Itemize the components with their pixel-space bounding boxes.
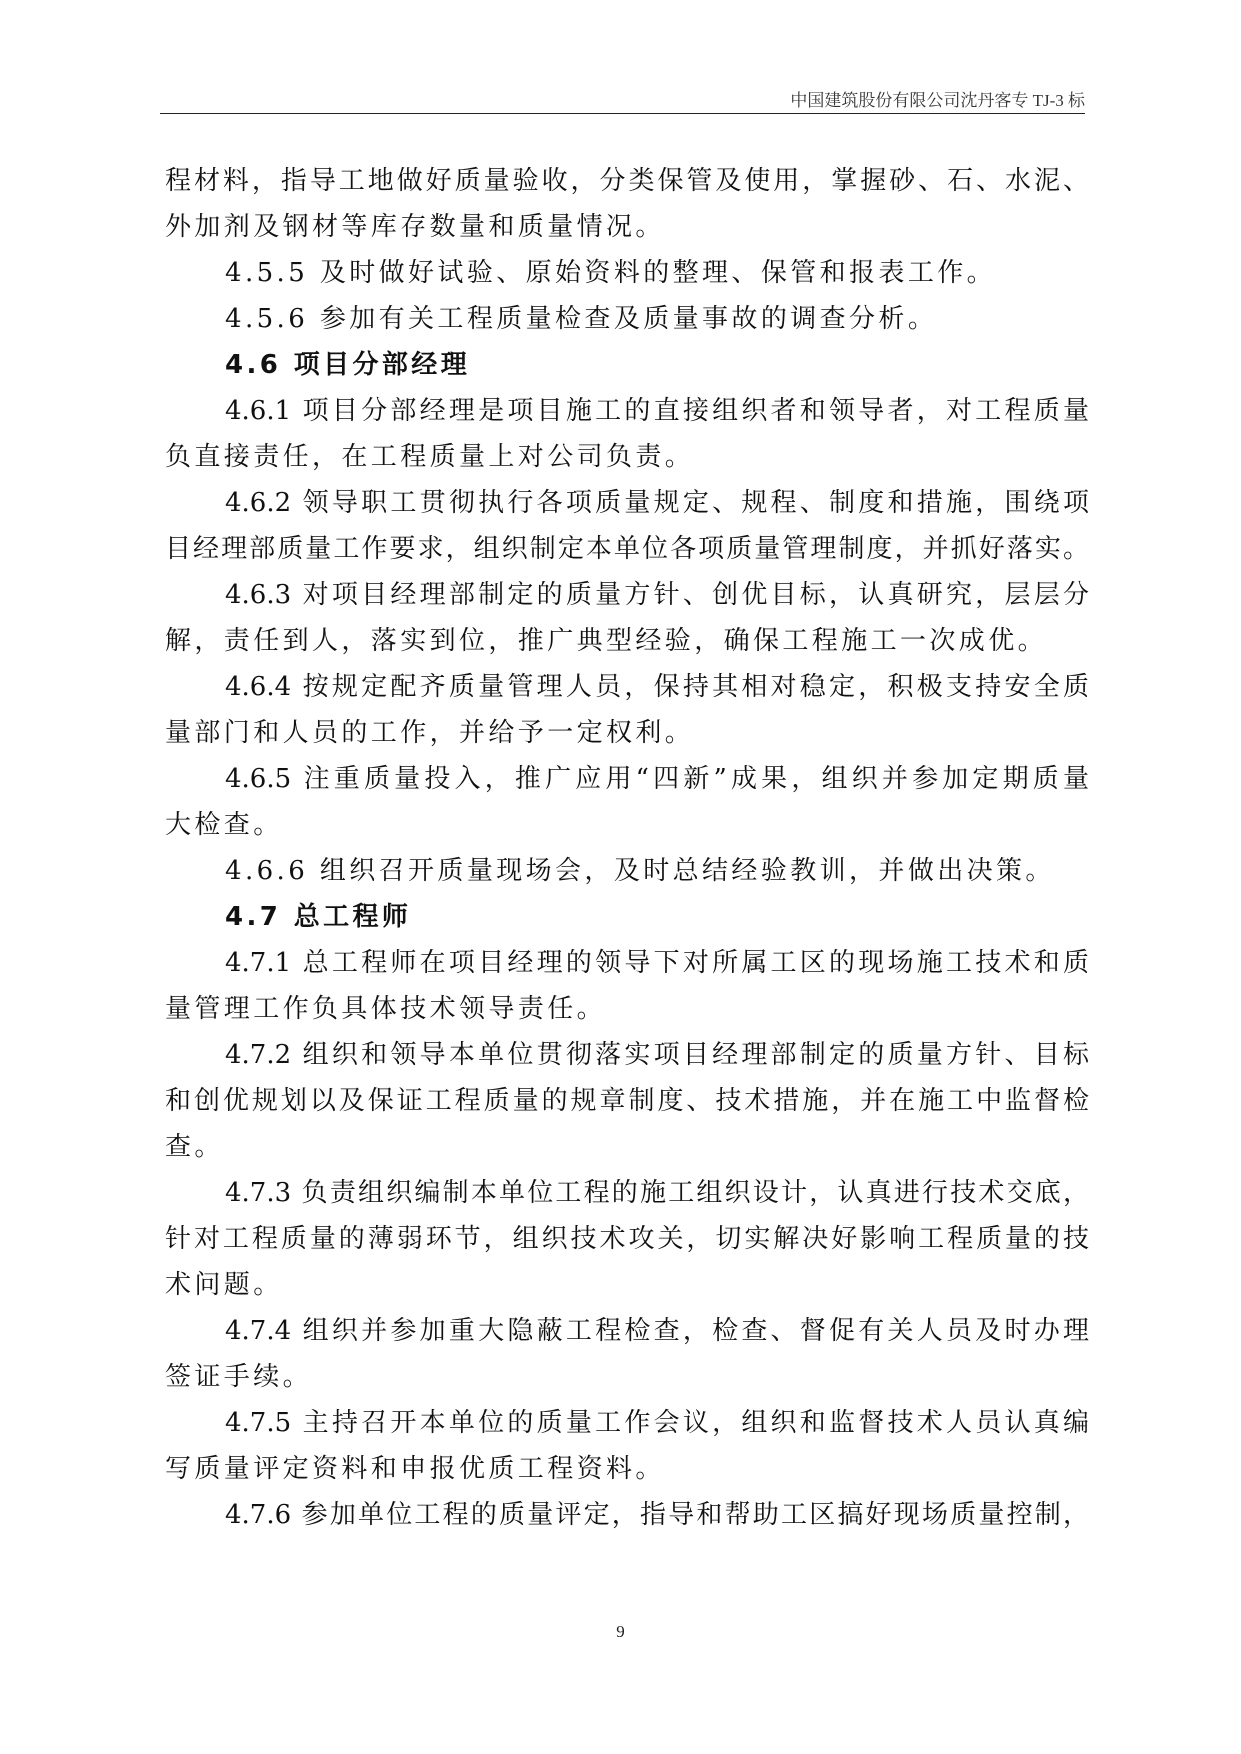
paragraph-line: 目经理部质量工作要求，组织制定本单位各项质量管理制度，并抓好落实。 (165, 534, 1089, 564)
paragraph-line: 量管理工作负具体技术领导责任。 (165, 994, 607, 1024)
paragraph-line: 4.7.6 参加单位工程的质量评定，指导和帮助工区搞好现场质量控制， (225, 1500, 1089, 1530)
paragraph-line: 4.6.3 对项目经理部制定的质量方针、创优目标，认真研究，层层分 (225, 580, 1089, 610)
section-heading-4-7: 4.7 总工程师 (225, 902, 412, 932)
paragraph-line: 4.6.6 组织召开质量现场会，及时总结经验教训，并做出决策。 (225, 856, 1055, 886)
paragraph-line: 4.6.2 领导职工贯彻执行各项质量规定、规程、制度和措施，围绕项 (225, 488, 1089, 518)
paragraph-line: 外加剂及钢材等库存数量和质量情况。 (165, 212, 665, 242)
paragraph-line: 4.7.2 组织和领导本单位贯彻落实项目经理部制定的质量方针、目标 (225, 1040, 1089, 1070)
paragraph-line: 量部门和人员的工作，并给予一定权利。 (165, 718, 695, 748)
paragraph-line: 解，责任到人，落实到位，推广典型经验，确保工程施工一次成优。 (165, 626, 1048, 656)
header-divider (160, 113, 1085, 114)
paragraph-line: 负直接责任，在工程质量上对公司负责。 (165, 442, 695, 472)
paragraph-line: 程材料，指导工地做好质量验收，分类保管及使用，掌握砂、石、水泥、 (165, 166, 1089, 196)
paragraph-line: 写质量评定资料和申报优质工程资料。 (165, 1454, 665, 1484)
paragraph-line: 大检查。 (165, 810, 283, 840)
paragraph-line: 4.6.5 注重质量投入，推广应用“四新”成果，组织并参加定期质量 (225, 764, 1089, 794)
paragraph-line: 签证手续。 (165, 1362, 313, 1392)
paragraph-line: 4.6.1 项目分部经理是项目施工的直接组织者和领导者，对工程质量 (225, 396, 1089, 426)
paragraph-line: 针对工程质量的薄弱环节，组织技术攻关，切实解决好影响工程质量的技 (165, 1224, 1089, 1254)
paragraph-line: 4.7.4 组织并参加重大隐蔽工程检查，检查、督促有关人员及时办理 (225, 1316, 1089, 1346)
paragraph-line: 4.7.1 总工程师在项目经理的领导下对所属工区的现场施工技术和质 (225, 948, 1089, 978)
document-body (165, 158, 1089, 1538)
paragraph-line: 查。 (165, 1132, 224, 1162)
paragraph-line: 4.5.6 参加有关工程质量检查及质量事故的调查分析。 (225, 304, 938, 334)
section-heading-4-6: 4.6 项目分部经理 (225, 350, 471, 380)
page-number: 9 (616, 1622, 625, 1641)
paragraph-line: 4.7.3 负责组织编制本单位工程的施工组织设计，认真进行技术交底， (225, 1178, 1089, 1208)
paragraph-line: 4.5.5 及时做好试验、原始资料的整理、保管和报表工作。 (225, 258, 997, 288)
paragraph-line: 4.6.4 按规定配齐质量管理人员，保持其相对稳定，积极支持安全质 (225, 672, 1089, 702)
paragraph-line: 术问题。 (165, 1270, 283, 1300)
paragraph-line: 和创优规划以及保证工程质量的规章制度、技术措施，并在施工中监督检 (165, 1086, 1089, 1116)
running-header: 中国建筑股份有限公司沈丹客专 TJ-3 标 (790, 91, 1085, 110)
paragraph-line: 4.7.5 主持召开本单位的质量工作会议，组织和监督技术人员认真编 (225, 1408, 1089, 1438)
